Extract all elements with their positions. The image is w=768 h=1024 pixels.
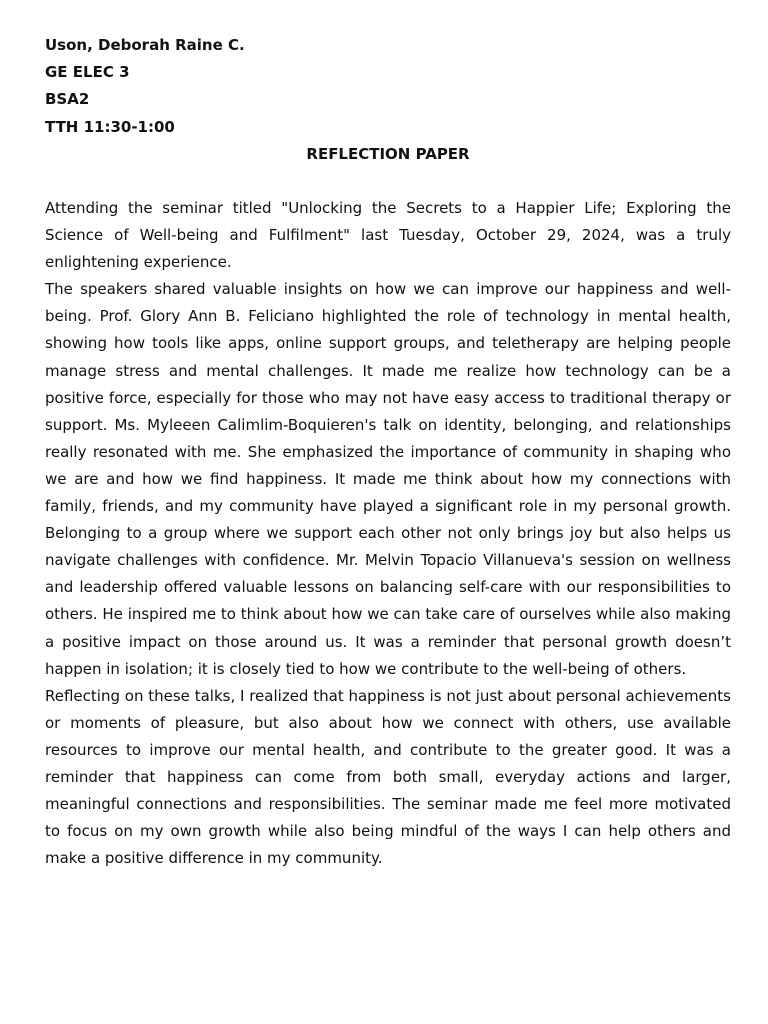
page-title: REFLECTION PAPER: [306, 144, 470, 163]
section: BSA2: [45, 90, 90, 109]
paragraph-intro: Attending the seminar titled "Unlocking the Secrets to a Happier Life; Exploring the Science of Well-being and Fulfilment" last Tuesday, October 29, 2024, was a truly enlightening experience.: [45, 199, 731, 272]
paragraph-speakers: The speakers shared valuable insights on how we can improve our happiness and well-being. Prof. Glory Ann B. Feliciano highlighted the role of technology in mental health, showing how tools like apps, online support groups, and teletherapy are helping people manage stress and mental challenges. It made me realize how technology can be a positive force, especially for those who may not have easy access to traditional therapy or support. Ms. Myleeen Calimlim-Boquieren's talk on identity, belonging, and relationships really resonated with me. She emphasized the importance of community in shaping who we are and how we find happiness. It made me think about how my connections with family, friends, and my community have played a significant role in my personal growth. Belonging to a group where we support each other not only brings joy but also helps us navigate challenges with confidence. Mr. Melvin Topacio Villanueva's session on wellness and leadership offered valuable lessons on balancing self-care with our responsibilities to others. He inspired me to think about how we can take care of ourselves while also making a positive impact on those around us. It was a reminder that personal growth doesn’t happen in isolation; it is closely tied to how we contribute to the well-being of others.: [45, 280, 731, 678]
student-name: Uson, Deborah Raine C.: [45, 36, 245, 54]
course-code: GE ELEC 3: [45, 63, 130, 82]
paragraph-conclusion: Reflecting on these talks, I realized that happiness is not just about personal achievements or moments of pleasure, but also about how we connect with others, use available resources to improve our mental health, and contribute to the greater good. It was a reminder that happiness can come from both small, everyday actions and larger, meaningful connections and responsibilities. The seminar made me feel more motivated to focus on my own growth while also being mindful of the ways I can help others and make a positive difference in my community.: [45, 686, 731, 868]
class-schedule: TTH 11:30-1:00: [45, 117, 175, 136]
document-page: [45, 32, 731, 872]
